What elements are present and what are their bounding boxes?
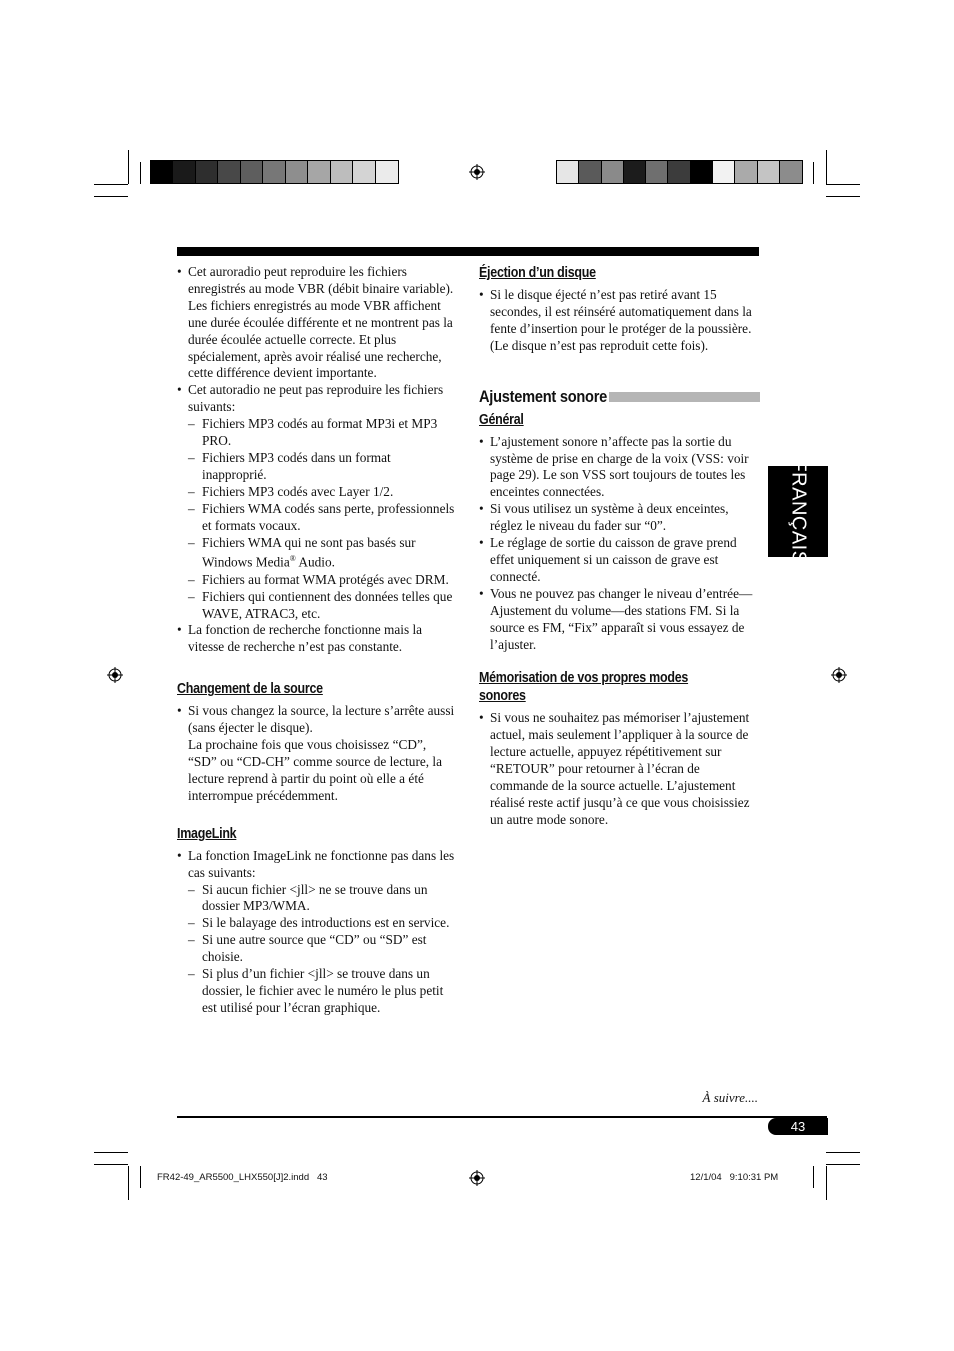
memorisation-list — [479, 710, 760, 828]
intro-list — [177, 264, 457, 656]
color-swatch — [691, 161, 713, 183]
color-swatch — [241, 161, 263, 183]
page-number: 43 — [768, 1118, 828, 1135]
color-swatch — [713, 161, 735, 183]
color-bar-left — [150, 160, 399, 184]
list-item: • Si vous ne souhaitez pas mémoriser l’ajustement actuel, mais seulement l’appliquer à la source de lecture actuelle, appuyez répétitivement sur “RETOUR” pour retourner à l’écran de commande de la source actuelle. L’ajustement réalisé reste actif jusqu’à ce que vous choisissiez un autre mode sonore. — [479, 710, 760, 828]
heading-bar — [609, 392, 760, 402]
section-heading-imagelink: ImageLink — [177, 825, 237, 842]
section-heading-ejection: Éjection d’un disque — [479, 265, 596, 281]
list-item: – Si plus d’un fichier <jll> se trouve dans un dossier, le fichier avec le numéro le plus petit est utilisé pour l’écran graphique. — [188, 966, 457, 1017]
registration-target-icon — [107, 667, 123, 683]
continued-note: À suivre.... — [702, 1090, 758, 1105]
registration-target-icon — [469, 164, 485, 180]
crop-mark — [128, 1166, 129, 1200]
list-item: • Le réglage de sortie du caisson de grave prend effet uniquement si un caisson de grave est connecté. — [479, 535, 760, 586]
list-item: • La fonction de recherche fonctionne mais la vitesse de recherche n’est pas constante. — [177, 622, 457, 656]
crop-mark — [94, 184, 128, 185]
color-bar-right — [556, 160, 803, 184]
color-swatch — [331, 161, 353, 183]
list-item: – Fichiers qui contiennent des données telles que WAVE, ATRAC3, etc. — [188, 589, 457, 623]
color-swatch — [646, 161, 668, 183]
list-item: – Fichiers WMA qui ne sont pas basés sur Windows Media® Audio. — [188, 535, 457, 572]
crop-mark — [813, 162, 814, 184]
crop-mark — [94, 1164, 128, 1165]
list-item: – Fichiers MP3 codés dans un format inapproprié. — [188, 450, 457, 484]
section-heading-general: Général — [479, 411, 524, 428]
crop-mark — [94, 196, 128, 197]
color-swatch — [557, 161, 579, 183]
crop-mark — [826, 1166, 827, 1200]
color-swatch — [780, 161, 802, 183]
language-tab — [768, 458, 828, 565]
footer-file: FR42-49_AR5500_LHX550[J]2.indd 43 — [157, 1172, 328, 1183]
color-swatch — [353, 161, 375, 183]
color-swatch — [263, 161, 285, 183]
color-swatch — [758, 161, 780, 183]
color-swatch — [668, 161, 690, 183]
list-item: • Si le disque éjecté n’est pas retiré avant 15 secondes, il est réinséré automatiquement dans la fente d’insertion pour le protéger de la poussière. (Le disque n’est pas reproduit cette fois). — [479, 287, 760, 355]
unsupported-files-list — [188, 416, 457, 622]
registration-target-icon — [831, 667, 847, 683]
list-item: • Cet auroradio peut reproduire les fichiers enregistrés au mode VBR (débit binaire variable). Les fichiers enregistrés au mode VBR affichent une durée écoulée différente et ne montrent pas la durée écoulée actuelle correcte. Et plus spécialement, après avoir réalisé une recherche, cette différence devient importante. — [177, 264, 457, 382]
list-item: • Si vous utilisez un système à deux enceintes, réglez le niveau du fader sur “0”. — [479, 501, 760, 535]
crop-mark — [826, 1152, 860, 1153]
source-change-list — [177, 703, 457, 804]
list-item: • La fonction ImageLink ne fonctionne pas dans les cas suivants: – Si aucun fichier <jll> ne se trouve dans un dossier MP3/WMA. – Si le balayage des introductions est en service. – Si une autre source que “CD” ou “SD” est choisie. – Si plus d’un fichier <jll> se trouve dans un dossier, le fichier avec le numéro le plus petit est utilisé pour l’écran graphique. — [177, 848, 457, 1017]
color-swatch — [376, 161, 398, 183]
list-item: • Cet autoradio ne peut pas reproduire les fichiers suivants: – Fichiers MP3 codés au format MP3i et MP3 PRO. – Fichiers MP3 codés dans un format inapproprié. – Fichiers MP3 codés avec Layer 1/2. – Fichiers WMA codés sans perte, professionnels et formats vocaux. – Fichiers WMA qui ne sont pas basés sur Windows Media® Audio. – Fichiers au format WMA protégés avec DRM. – Fichiers qui contiennent des données telles que WAVE, ATRAC3, etc. — [177, 382, 457, 622]
crop-mark — [826, 196, 860, 197]
color-swatch — [624, 161, 646, 183]
list-item: – Si le balayage des introductions est en service. — [188, 915, 457, 932]
right-column — [479, 264, 760, 829]
color-swatch — [308, 161, 330, 183]
language-tab-label: FRANÇAIS — [787, 458, 810, 565]
color-swatch — [173, 161, 195, 183]
list-item: • L’ajustement sonore n’affecte pas la sortie du système de prise en charge de la voix (VSS: voir page 29). Le son VSS sort toujours de toutes les enceintes connectées. — [479, 434, 760, 502]
color-swatch — [218, 161, 240, 183]
imagelink-list — [177, 848, 457, 1017]
crop-mark — [140, 1166, 141, 1188]
color-swatch — [151, 161, 173, 183]
registration-target-icon — [469, 1170, 485, 1186]
list-item: – Fichiers WMA codés sans perte, professionnels et formats vocaux. — [188, 501, 457, 535]
list-item: – Si une autre source que “CD” ou “SD” est choisie. — [188, 932, 457, 966]
list-item: – Fichiers au format WMA protégés avec DRM. — [188, 572, 457, 589]
list-item: • Vous ne pouvez pas changer le niveau d’entrée—Ajustement du volume—des stations FM. Si la source es FM, “Fix” apparaît si vous essayez de l’ajuster. — [479, 586, 760, 654]
ejection-list — [479, 287, 760, 355]
color-swatch — [579, 161, 601, 183]
crop-mark — [128, 150, 129, 184]
crop-mark — [826, 1164, 860, 1165]
crop-mark — [813, 1166, 814, 1188]
list-item: – Si aucun fichier <jll> ne se trouve dans un dossier MP3/WMA. — [188, 882, 457, 916]
crop-mark — [140, 162, 141, 184]
color-swatch — [196, 161, 218, 183]
color-swatch — [602, 161, 624, 183]
top-rule — [177, 247, 759, 256]
footer-timestamp: 12/1/04 9:10:31 PM — [690, 1172, 779, 1183]
section-heading-source-change: Changement de la source — [177, 681, 323, 698]
list-item: – Fichiers MP3 codés au format MP3i et MP3 PRO. — [188, 416, 457, 450]
crop-mark — [826, 150, 827, 184]
list-item: • Si vous changez la source, la lecture s’arrête aussi (sans éjecter le disque). La prochaine fois que vous choisissez “CD”, “SD” ou “CD-CH” comme source de lecture, la lecture reprend à partir du point où elle a été interrompue précédemment. — [177, 703, 457, 804]
imagelink-cases-list — [188, 882, 457, 1017]
color-swatch — [735, 161, 757, 183]
crop-mark — [94, 1152, 128, 1153]
left-column — [177, 264, 457, 1017]
section-heading-memorisation: Mémorisation de vos propres modes sonores — [479, 670, 689, 705]
color-swatch — [286, 161, 308, 183]
list-item: – Fichiers MP3 codés avec Layer 1/2. — [188, 484, 457, 501]
general-list — [479, 434, 760, 654]
section-heading-sound-adjustment: Ajustement sonore — [479, 387, 760, 407]
crop-mark — [826, 184, 860, 185]
bottom-rule — [177, 1116, 827, 1118]
